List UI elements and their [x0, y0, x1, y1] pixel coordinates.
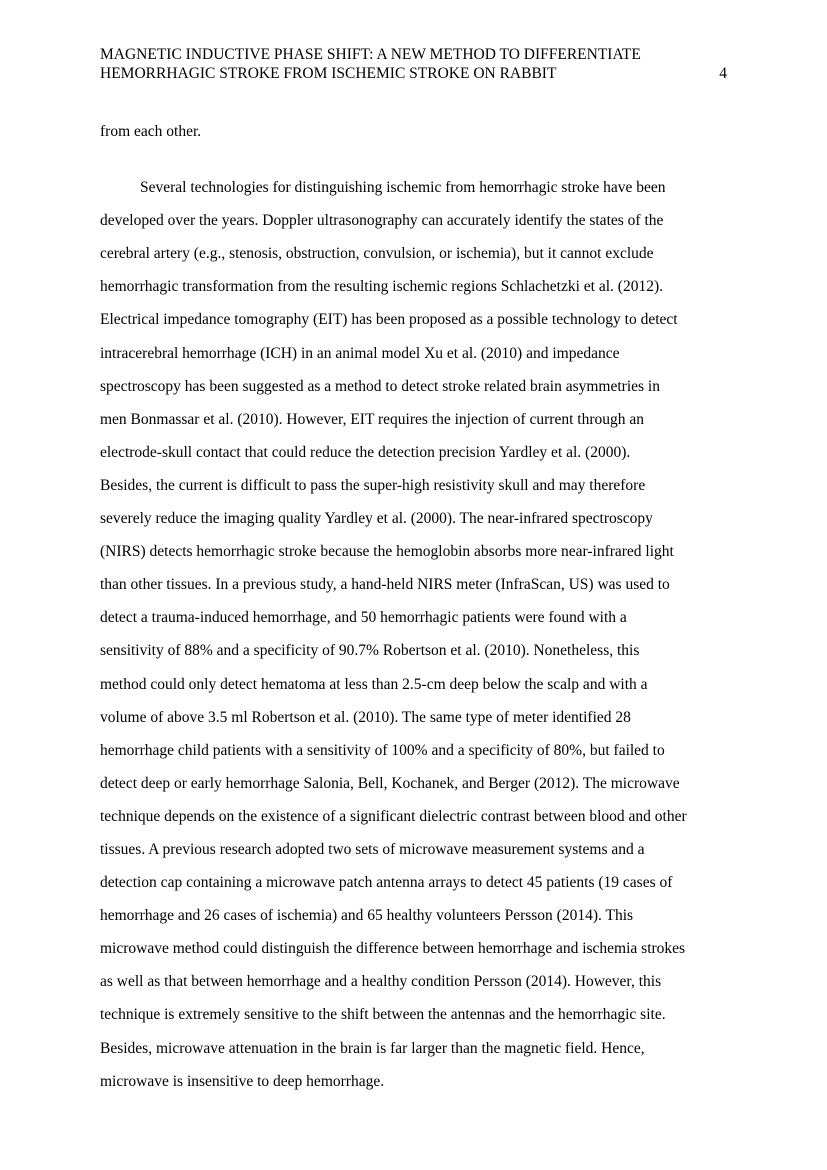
paragraph-line: (NIRS) detects hemorrhagic stroke because the hemoglobin absorbs more near-infrared light	[100, 543, 674, 561]
paragraph-line: Besides, the current is difficult to pass the super-high resistivity skull and may therefore	[100, 476, 646, 494]
paragraph-line: developed over the years. Doppler ultrasonography can accurately identify the states of the	[100, 212, 664, 230]
paragraph-line: spectroscopy has been suggested as a method to detect stroke related brain asymmetries in	[100, 377, 660, 395]
paragraph-line: Several technologies for distinguishing ischemic from hemorrhagic stroke have been	[140, 179, 666, 197]
paragraph-line: method could only detect hematoma at less than 2.5-cm deep below the scalp and with a	[100, 675, 648, 693]
page-number: 4	[719, 65, 727, 82]
paragraph-line: electrode-skull contact that could reduce the detection precision Yardley et al. (2000).	[100, 443, 631, 461]
paragraph-line: Electrical impedance tomography (EIT) has been proposed as a possible technology to detect	[100, 311, 678, 329]
paragraph-line: than other tissues. In a previous study, a hand-held NIRS meter (InfraScan, US) was used to	[100, 576, 670, 594]
paragraph-line: Besides, microwave attenuation in the brain is far larger than the magnetic field. Hence,	[100, 1039, 645, 1057]
paragraph-line: technique is extremely sensitive to the shift between the antennas and the hemorrhagic site.	[100, 1006, 666, 1024]
paragraph-gap	[100, 155, 727, 178]
paragraph-line: detect a trauma-induced hemorrhage, and 50 hemorrhagic patients were found with a	[100, 609, 627, 627]
running-head	[100, 45, 727, 83]
paragraph-line: detection cap containing a microwave patch antenna arrays to detect 45 patients (19 cases of	[100, 874, 673, 892]
paragraph	[100, 178, 727, 1105]
paragraph-line: microwave is insensitive to deep hemorrhage.	[100, 1072, 385, 1090]
paragraph-line: cerebral artery (e.g., stenosis, obstruction, convulsion, or ischemia), but it cannot exclude	[100, 245, 654, 263]
paragraph-line: intracerebral hemorrhage (ICH) in an animal model Xu et al. (2010) and impedance	[100, 344, 620, 362]
paragraph-line: detect deep or early hemorrhage Salonia, Bell, Kochanek, and Berger (2012). The microwave	[100, 774, 680, 792]
paragraph-line: as well as that between hemorrhage and a healthy condition Persson (2014). However, this	[100, 973, 662, 991]
paragraph-line: volume of above 3.5 ml Robertson et al. (2010). The same type of meter identified 28	[100, 708, 631, 726]
paragraph-line: men Bonmassar et al. (2010). However, EIT requires the injection of current through an	[100, 410, 645, 428]
paragraph-line: hemorrhage child patients with a sensitivity of 100% and a specificity of 80%, but failed to	[100, 741, 665, 759]
paragraph-line: severely reduce the imaging quality Yardley et al. (2000). The near-infrared spectroscopy	[100, 510, 653, 528]
paragraph-line: tissues. A previous research adopted two sets of microwave measurement systems and a	[100, 840, 645, 858]
running-head-title-line: MAGNETIC INDUCTIVE PHASE SHIFT: A NEW METHOD TO DIFFERENTIATE	[100, 46, 641, 63]
paragraph-line: hemorrhagic transformation from the resulting ischemic regions Schlachetzki et al. (2012).	[100, 278, 663, 296]
paragraph-line: hemorrhage and 26 cases of ischemia) and 65 healthy volunteers Persson (2014). This	[100, 907, 634, 925]
running-head-title-line: HEMORRHAGIC STROKE FROM ISCHEMIC STROKE ON RABBIT	[100, 65, 557, 82]
continuation-line: from each other.	[100, 123, 202, 140]
paragraph-line: microwave method could distinguish the difference between hemorrhage and ischemia strokes	[100, 940, 686, 958]
paragraph-line: sensitivity of 88% and a specificity of 90.7% Robertson et al. (2010). Nonetheless, this	[100, 642, 640, 660]
paragraph-line: technique depends on the existence of a significant dielectric contrast between blood and other	[100, 807, 687, 825]
body-text	[100, 122, 727, 1105]
